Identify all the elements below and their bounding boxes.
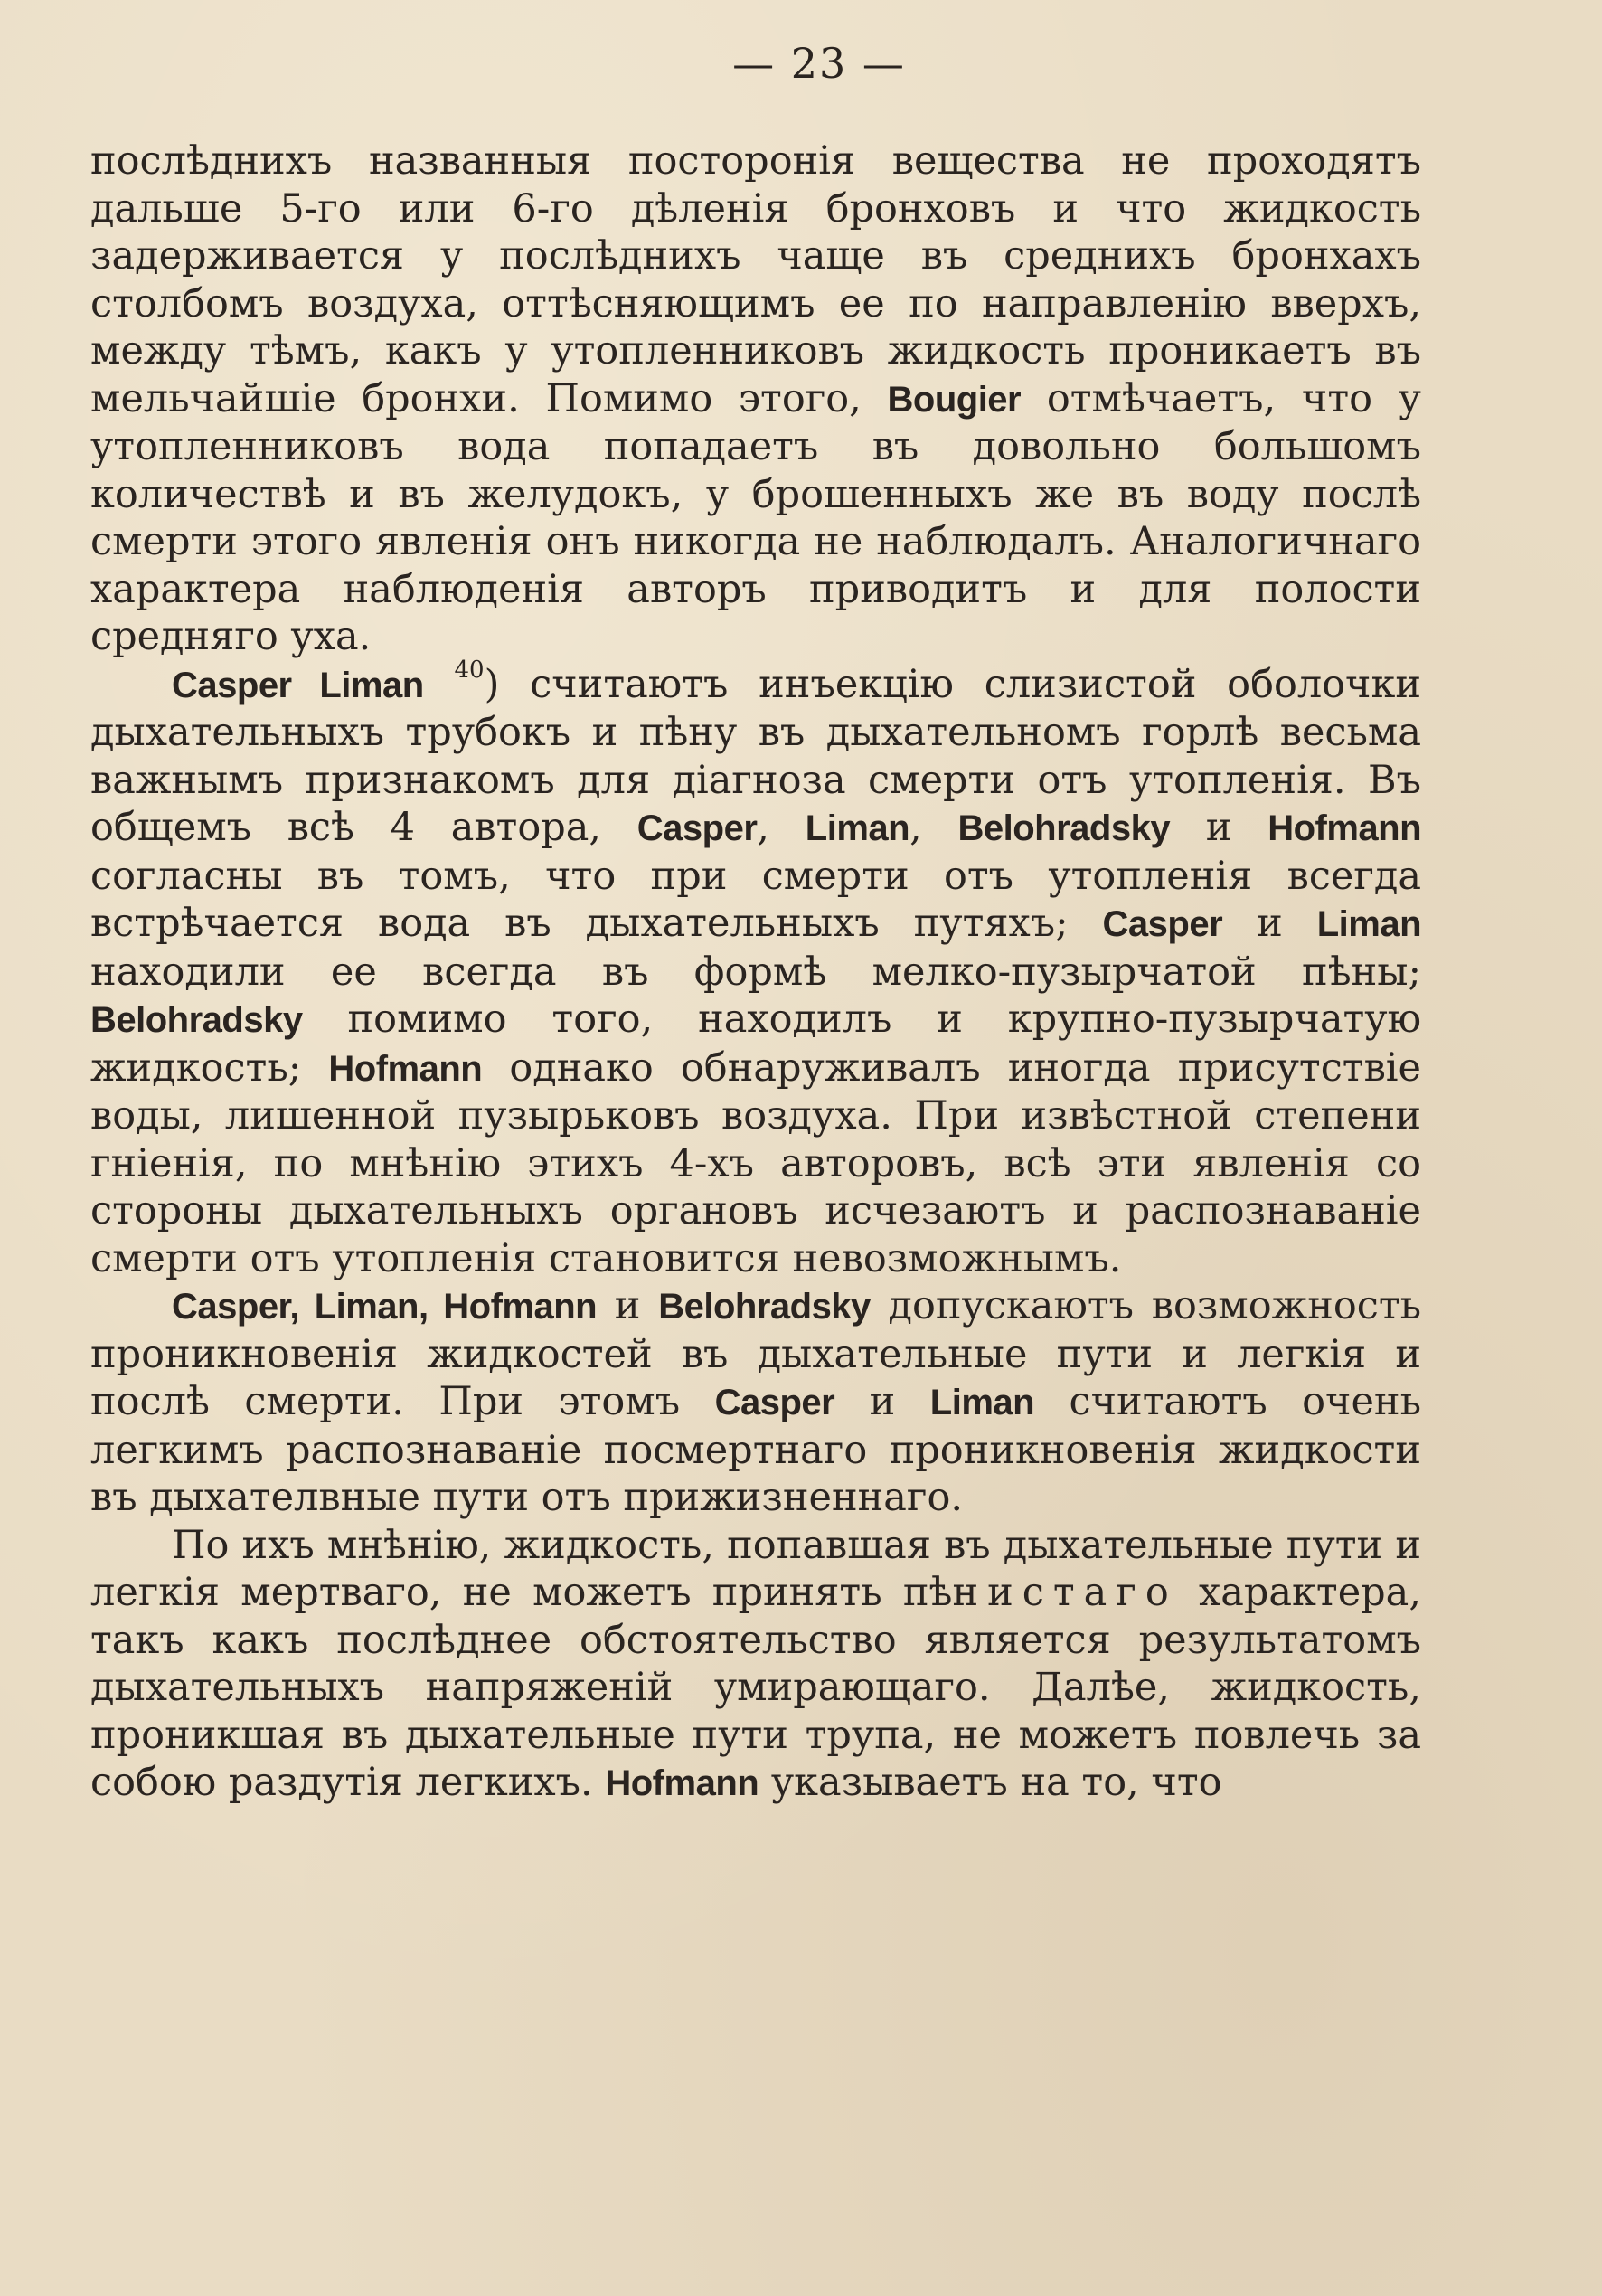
text-run: указываетъ на то, что [759, 1760, 1222, 1805]
text-run: допускаютъ возможность проникновенія жидкостей въ дыхательные пути и легкія и послѣ смерти. При этомъ [90, 1283, 1422, 1424]
text-run: отмѣчаетъ, что у утопленниковъ вода попадаетъ въ довольно большомъ количествѣ и въ желудокъ, у брошенныхъ же въ воду послѣ смерти этого явленія онъ никогда не наблюдалъ. Аналогичнаго характера наблюденія авторъ приводитъ и для полости средняго уха. [90, 375, 1421, 659]
author-name: Belohradsky [658, 1287, 871, 1327]
page-number: — 23 — [732, 39, 906, 88]
author-name: Belohradsky [90, 1000, 303, 1040]
author-name: Belohradsky [957, 808, 1171, 848]
paragraph-2 [90, 657, 1422, 1283]
author-name: Hofmann [328, 1048, 483, 1089]
text-run: однако обнаруживалъ иногда присутствіе воды, лишенной пузырьковъ воздуха. При извѣстной степени гніенія, по мнѣнію этихъ 4-хъ авторовъ, всѣ эти явленія со стороны дыхательныхъ органовъ исчезаютъ и распознаваніе смерти отъ утопленія становится невозможнымъ. [90, 1044, 1421, 1281]
paragraph-3 [90, 1282, 1421, 1522]
text-run: характера, такъ какъ послѣднее обстоятельство является результатомъ дыхательныхъ напряженій умирающаго. Далѣе, жидкость, проникшая въ дыхательные пути трупа, не можетъ повлечь за собою раздутія легкихъ. [90, 1570, 1421, 1805]
footnote-ref: 40 [454, 657, 485, 685]
paragraph-4 [90, 1522, 1421, 1808]
text-run: послѣднихъ названныя посторонія вещества не проходятъ дальше 5-го или 6-го дѣленія бронховъ и что жидкость задерживается у послѣднихъ чаще въ среднихъ бронхахъ столбомъ воздуха, оттѣсняющимъ ее по направленію вверхъ, между тѣмъ, какъ у утопленниковъ жидкость проникаетъ въ мельчайшіе бронхи. Помимо этого, [90, 138, 1421, 421]
text-run: и [834, 1379, 930, 1424]
text-run: и [1222, 901, 1317, 946]
author-name: Bougier [887, 379, 1022, 420]
author-name: Liman [929, 1383, 1035, 1422]
text-run: считаютъ очень легкимъ распознаваніе посмертнаго проникновенія жидкости въ дыхателвные пути отъ прижизненнаго. [90, 1379, 1422, 1520]
text-run: помимо того, находилъ и крупно-пузырчатую жидкость; [90, 997, 1421, 1091]
text-run: нистаго [952, 1570, 1178, 1615]
author-name: Casper [636, 808, 758, 848]
author-name: Casper [714, 1383, 835, 1422]
text-run: и [597, 1283, 659, 1328]
text-run: , [909, 805, 958, 850]
text-run: По ихъ мнѣнію, жидкость, попавшая въ дыхательные пути и легкія мертваго, не можетъ принять пѣ [90, 1522, 1421, 1615]
author-name: Liman [1316, 904, 1421, 944]
author-name: Hofmann [1267, 808, 1422, 848]
text-run: согласны въ томъ, что при смерти отъ утопленія всегда встрѣчается вода въ дыхательныхъ путяхъ; [90, 853, 1421, 946]
text-run: ) считаютъ инъекцію слизистой оболочки дыхательныхъ трубокъ и пѣну въ дыхательномъ горлѣ весьма важнымъ признакомъ для діагноза смерти отъ утопленія. Въ общемъ всѣ 4 автора, [90, 661, 1422, 850]
text-run [424, 662, 455, 707]
author-name: Liman [805, 808, 910, 848]
author-name: Hofmann [605, 1763, 759, 1803]
text-run: находили ее всегда въ формѣ мелко-пузырчатой пѣны; [90, 949, 1421, 995]
author-name: Casper, Liman, Hofmann [172, 1287, 598, 1327]
text-run: , [757, 805, 806, 850]
page-text [90, 137, 1421, 1808]
author-name: Casper [1102, 904, 1223, 944]
text-run: и [1170, 805, 1268, 850]
author-name: Casper Liman [172, 665, 424, 705]
paragraph-1 [90, 137, 1421, 661]
